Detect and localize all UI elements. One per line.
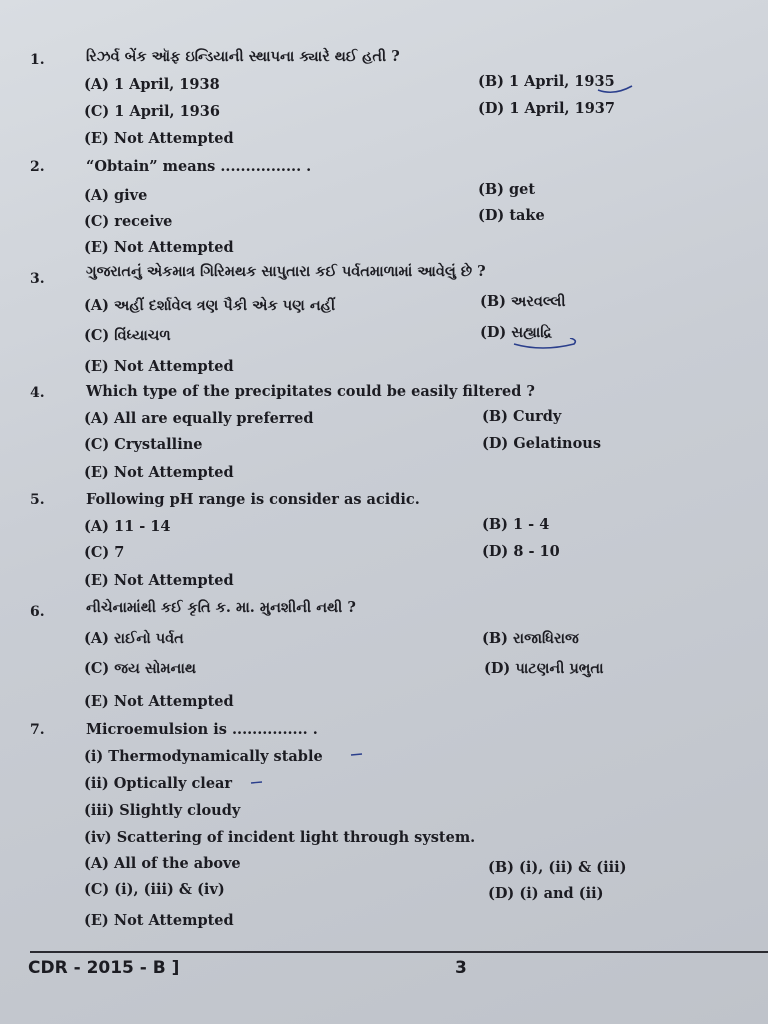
question-text: નીચેનામાંથી કઈ કૃતિ ક. મા. મુનશીની નથી ? [86, 599, 356, 616]
option-b: (B) get [478, 181, 536, 198]
question-text: Following pH range is consider as acidic. [86, 491, 420, 508]
footer-divider [30, 951, 768, 953]
option-e: (E) Not Attempted [84, 358, 234, 375]
option-e: (E) Not Attempted [84, 912, 234, 929]
option-e: (E) Not Attempted [84, 130, 234, 147]
question-text: રિઝર્વ બેંક ઑફ ઇન્ડિયાની સ્થાપના ક્યારે થઈ હતી ? [86, 48, 400, 65]
statement-ii: (ii) Optically clear [84, 775, 233, 792]
option-a: (A) અહીં દર્શાવેલ ત્રણ પૈકી એક પણ નહીં [84, 297, 336, 314]
option-e: (E) Not Attempted [84, 693, 234, 710]
option-b: (B) (i), (ii) & (iii) [488, 859, 627, 876]
page-number: 3 [455, 958, 467, 978]
option-d: (D) Gelatinous [482, 435, 601, 452]
option-b: (B) રાજાધિરાજ [482, 630, 579, 647]
question-text: ગુજરાતનું એકમાત્ર ગિરિમથક સાપુતારા કઈ પર્વતમાળામાં આવેલું છે ? [86, 263, 486, 280]
pen-underline-mark [596, 82, 636, 96]
question-number: 6. [30, 604, 45, 620]
question-number: 1. [30, 52, 45, 68]
option-b: (B) અરવલ્લી [480, 293, 566, 310]
statement-iii: (iii) Slightly cloudy [84, 802, 241, 819]
option-c: (C) 7 [84, 544, 125, 561]
option-d: (D) take [478, 207, 545, 224]
option-a: (A) રાઈનો પર્વત [84, 630, 184, 647]
option-a: (A) 1 April, 1938 [84, 76, 220, 93]
option-c: (C) 1 April, 1936 [84, 103, 220, 120]
option-a: (A) 11 - 14 [84, 518, 171, 535]
question-number: 3. [30, 271, 45, 287]
pen-tick-mark [350, 750, 364, 760]
question-number: 4. [30, 385, 45, 401]
option-e: (E) Not Attempted [84, 572, 234, 589]
option-a: (A) give [84, 187, 148, 204]
option-d: (D) 8 - 10 [482, 543, 560, 560]
option-b: (B) 1 - 4 [482, 516, 550, 533]
statement-iv: (iv) Scattering of incident light through system. [84, 829, 476, 846]
option-d: (D) (i) and (ii) [488, 885, 604, 902]
pen-tick-mark [250, 778, 264, 788]
question-text: Which type of the precipitates could be easily filtered ? [86, 383, 535, 400]
option-c: (C) વિંધ્યાચળ [84, 327, 171, 344]
option-a: (A) All of the above [84, 855, 241, 872]
question-text: “Obtain” means ................ . [86, 158, 312, 175]
pen-underline-mark [512, 338, 582, 356]
option-e: (E) Not Attempted [84, 239, 234, 256]
statement-i: (i) Thermodynamically stable [84, 748, 323, 765]
question-number: 2. [30, 159, 45, 175]
option-c: (C) Crystalline [84, 436, 203, 453]
option-c: (C) જય સોમનાથ [84, 660, 197, 677]
option-d: (D) સહ્યાદ્રિ [480, 324, 553, 341]
option-b: (B) 1 April, 1935 [478, 73, 615, 90]
option-c: (C) receive [84, 213, 173, 230]
option-d: (D) 1 April, 1937 [478, 100, 615, 117]
option-c: (C) (i), (iii) & (iv) [84, 881, 225, 898]
paper-code: CDR - 2015 - B ] [28, 958, 180, 978]
question-number: 7. [30, 722, 45, 738]
option-a: (A) All are equally preferred [84, 410, 314, 427]
option-d: (D) પાટણની પ્રભુતા [484, 660, 604, 677]
option-b: (B) Curdy [482, 408, 562, 425]
question-number: 5. [30, 492, 45, 508]
question-text: Microemulsion is ............... . [86, 721, 318, 738]
option-e: (E) Not Attempted [84, 464, 234, 481]
